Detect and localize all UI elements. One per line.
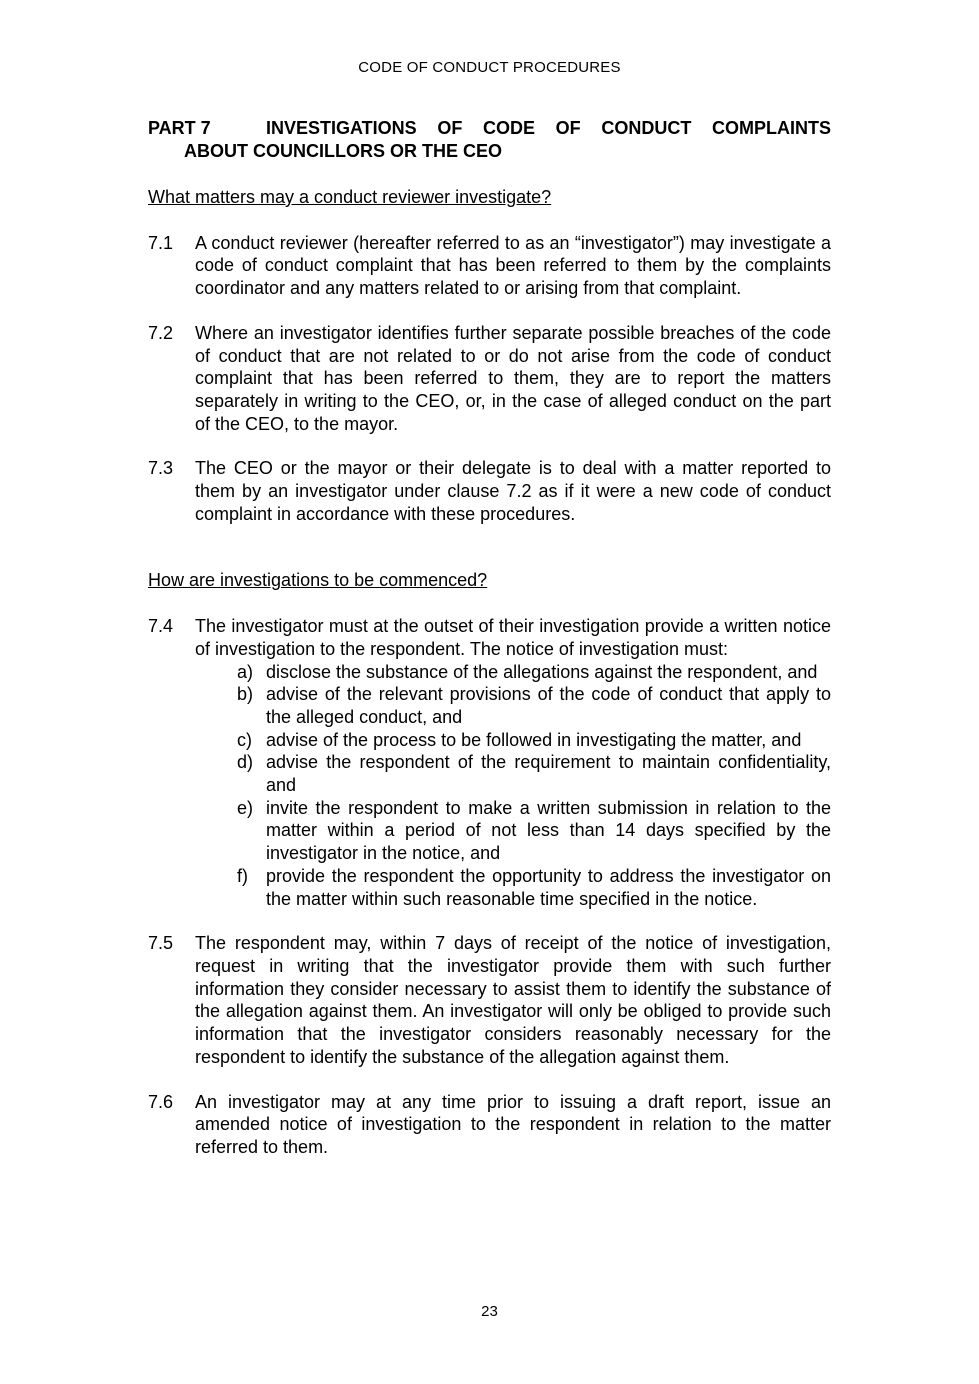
- section-heading: How are investigations to be commenced?: [148, 570, 488, 591]
- clause-text: The respondent may, within 7 days of receipt of the notice of investigation, request in writing that the investigator provide them with such further information they consider necessary to assist them to identify the substance of the allegation against them. An investigator will only be obliged to provide such information that the investigator considers reasonably necessary for the respondent to identify the substance of the allegation against them.: [195, 933, 831, 1067]
- part-title-line2: ABOUT COUNCILLORS OR THE CEO: [184, 141, 502, 161]
- clause-7-6: [148, 1091, 831, 1159]
- list-item: b) advise of the relevant provisions of the code of conduct that apply to the alleged conduct, and: [237, 684, 831, 727]
- part-title-line1: INVESTIGATIONS OF CODE OF CONDUCT COMPLAINTS: [266, 118, 831, 138]
- clause-number: 7.4: [148, 616, 174, 637]
- clause-number: 7.5: [148, 933, 174, 954]
- list-item: f) provide the respondent the opportunity to address the investigator on the matter within such reasonable time specified in the notice.: [237, 865, 831, 909]
- part-number: PART 7: [148, 118, 211, 138]
- clause-7-2: [148, 322, 831, 436]
- running-header: CODE OF CONDUCT PROCEDURES: [358, 59, 621, 76]
- section-heading: What matters may a conduct reviewer investigate?: [148, 187, 552, 207]
- clause-7-5: [148, 932, 831, 1068]
- clause-number: 7.2: [148, 322, 174, 343]
- clause-7-1: [148, 232, 831, 300]
- list-item: c) advise of the process to be followed in investigating the matter, and: [237, 729, 802, 750]
- part-heading: [148, 117, 831, 163]
- clause-list: [195, 661, 831, 911]
- clause-7-4: [148, 615, 831, 910]
- list-item: e) invite the respondent to make a written submission in relation to the matter within a period of not less than 14 days specified by the investigator in the notice, and: [237, 797, 831, 864]
- page-content: [148, 117, 831, 1181]
- list-item: a) disclose the substance of the allegations against the respondent, and: [237, 661, 818, 682]
- clause-text: An investigator may at any time prior to issuing a draft report, issue an amended notice of investigation to the respondent in relation to the matter referred to them.: [195, 1091, 831, 1157]
- page-number: 23: [481, 1303, 498, 1320]
- clause-number: 7.3: [148, 458, 174, 479]
- clause-7-3: [148, 457, 831, 525]
- clause-number: 7.1: [148, 232, 174, 253]
- list-item: d) advise the respondent of the requirement to maintain confidentiality, and: [237, 752, 831, 796]
- clause-text: A conduct reviewer (hereafter referred to as an “investigator”) may investigate a code of conduct complaint that has been referred to them by the complaints coordinator and any matters related to or arising from that complaint.: [195, 232, 831, 299]
- clause-text: Where an investigator identifies further separate possible breaches of the code of conduct that are not related to or do not arise from the code of conduct complaint that has been referred to them, they are to report the matters separately in writing to the CEO, or, in the case of alleged conduct on the part of the CEO, to the mayor.: [195, 322, 831, 434]
- clause-text: The CEO or the mayor or their delegate is to deal with a matter reported to them by an investigator under clause 7.2 as if it were a new code of conduct complaint in accordance with these procedures.: [195, 458, 831, 524]
- clause-number: 7.6: [148, 1091, 174, 1112]
- clause-text: The investigator must at the outset of their investigation provide a written notice of investigation to the respondent. The notice of investigation must:: [195, 616, 831, 659]
